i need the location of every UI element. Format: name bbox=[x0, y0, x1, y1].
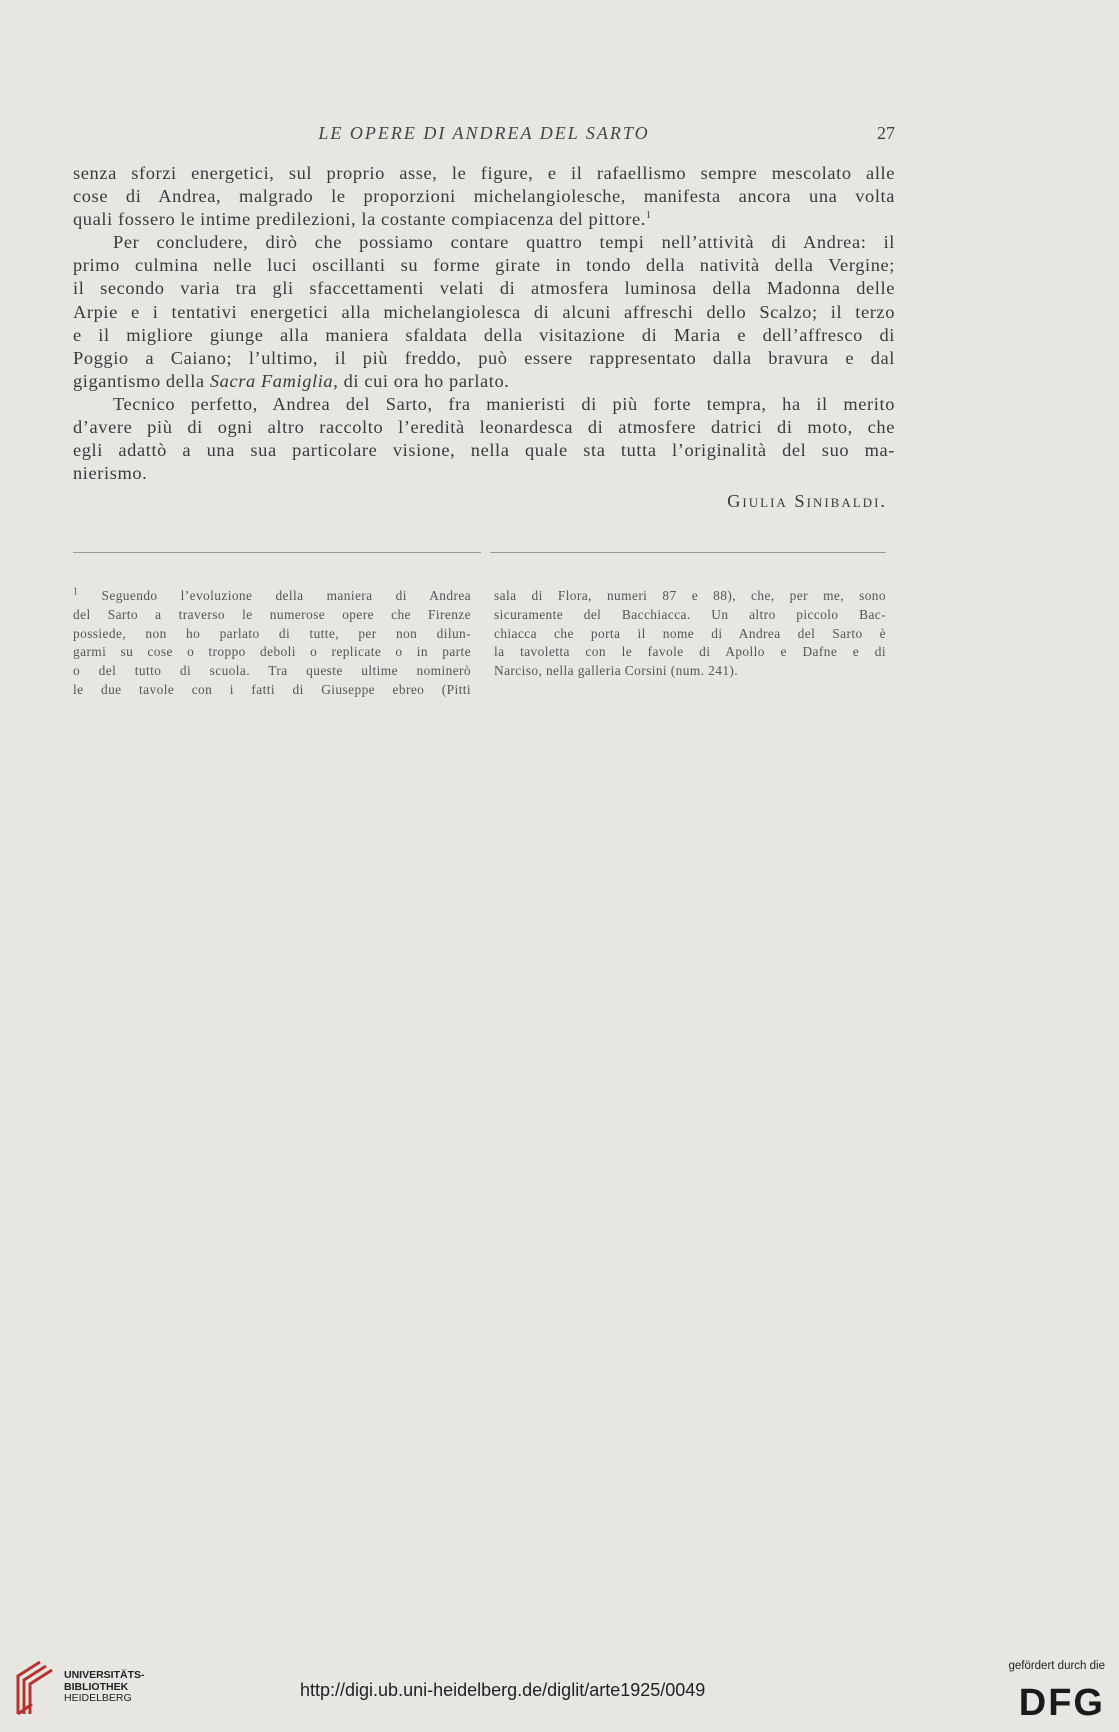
footnote-divider-right bbox=[490, 552, 886, 553]
text-line: primo culmina nelle luci oscillanti su forme girate in tondo della natività della Vergine; bbox=[73, 255, 895, 276]
footnote-column-right bbox=[494, 587, 886, 681]
source-url-link[interactable]: http://digi.ub.uni-heidelberg.de/diglit/arte1925/0049 bbox=[300, 1680, 706, 1700]
university-library-logo-icon bbox=[12, 1656, 58, 1720]
text-line: gigantismo della Sacra Famiglia, di cui ora ho parlato. bbox=[73, 370, 510, 391]
running-header bbox=[73, 123, 895, 151]
text-line: Per concludere, dirò che possiamo contare quattro tempi nell’attività di Andrea: il bbox=[113, 232, 895, 253]
text-line: egli adattò a una sua particolare visione, nella quale sta tutta l’originalità del suo ma- bbox=[73, 440, 895, 461]
text-line: d’avere più di ogni altro raccolto l’eredità leonardesca di atmosfere datrici di moto, che bbox=[73, 417, 895, 438]
text-line: quali fossero le intime predilezioni, la costante compiacenza del pittore.$^1$ bbox=[73, 209, 652, 230]
text-line: nierismo. bbox=[73, 463, 148, 484]
funding-note: gefördert durch die bbox=[1008, 1660, 1105, 1672]
library-name: UNIVERSITÄTS- BIBLIOTHEK HEIDELBERG bbox=[64, 1669, 145, 1704]
dfg-logo: DFG bbox=[1018, 1682, 1105, 1724]
italic-title: Sacra Famiglia bbox=[209, 370, 334, 391]
text-line: Tecnico perfetto, Andrea del Sarto, fra manieristi di più forte tempra, ha il merito bbox=[113, 393, 895, 414]
running-title: LE OPERE DI ANDREA DEL SARTO bbox=[318, 123, 650, 143]
footnote-line: garmi su cose o troppo deboli o replicate o in parte bbox=[73, 644, 471, 660]
text-line: senza sforzi energetici, sul proprio asse, le figure, e il rafaellismo sempre mescolato alle bbox=[73, 163, 895, 183]
footnote-line: sala di Flora, numeri 87 e 88), che, per me, sono bbox=[494, 588, 886, 603]
text-line: Arpie e i tentativi energetici alla michelangiolesca di alcuni affreschi dello Scalzo; il terzo bbox=[73, 301, 895, 322]
footnote-line: Narciso, nella galleria Corsini (num. 241). bbox=[494, 663, 739, 679]
footnote-line: del Sarto a traverso le numerose opere che Firenze bbox=[73, 606, 471, 622]
footnote-marker: 1 bbox=[645, 210, 652, 222]
page-number: 27 bbox=[877, 123, 895, 143]
footnote-line: $^1$ Seguendo l’evoluzione della maniera di Andrea bbox=[73, 586, 472, 603]
footnote-column-left bbox=[73, 587, 471, 700]
digitization-footer bbox=[0, 1652, 1119, 1732]
body-text bbox=[73, 162, 895, 513]
footnote-line: o del tutto di scuola. Tra queste ultime nominerò bbox=[73, 663, 471, 679]
text-line: e il migliore giunge alla maniera sfaldata della visitazione di Maria e dell’affresco di bbox=[73, 324, 895, 345]
footnote-line: la tavoletta con le favole di Apollo e Dafne e di bbox=[494, 644, 886, 660]
footnote-line: chiacca che porta il nome di Andrea del Sarto è bbox=[494, 625, 886, 641]
footnote-line: le due tavole con i fatti di Giuseppe ebreo (Pitti bbox=[73, 681, 471, 697]
text-line: il secondo varia tra gli sfaccettamenti velati di atmosfera luminosa della Madonna delle bbox=[73, 278, 895, 299]
text-line: Poggio a Caiano; l’ultimo, il più freddo, può essere rappresentato dalla bravura e dal bbox=[73, 347, 895, 368]
footnote-line: sicuramente del Bacchiacca. Un altro piccolo Bac- bbox=[494, 606, 886, 622]
text-line: cose di Andrea, malgrado le proporzioni michelangiolesche, manifesta ancora una volta bbox=[73, 186, 895, 207]
footnote-line: possiede, non ho parlato di tutte, per non dilun- bbox=[73, 625, 471, 641]
footnote-divider-left bbox=[73, 552, 481, 553]
author-signature: Giulia Sinibaldi. bbox=[727, 491, 887, 512]
